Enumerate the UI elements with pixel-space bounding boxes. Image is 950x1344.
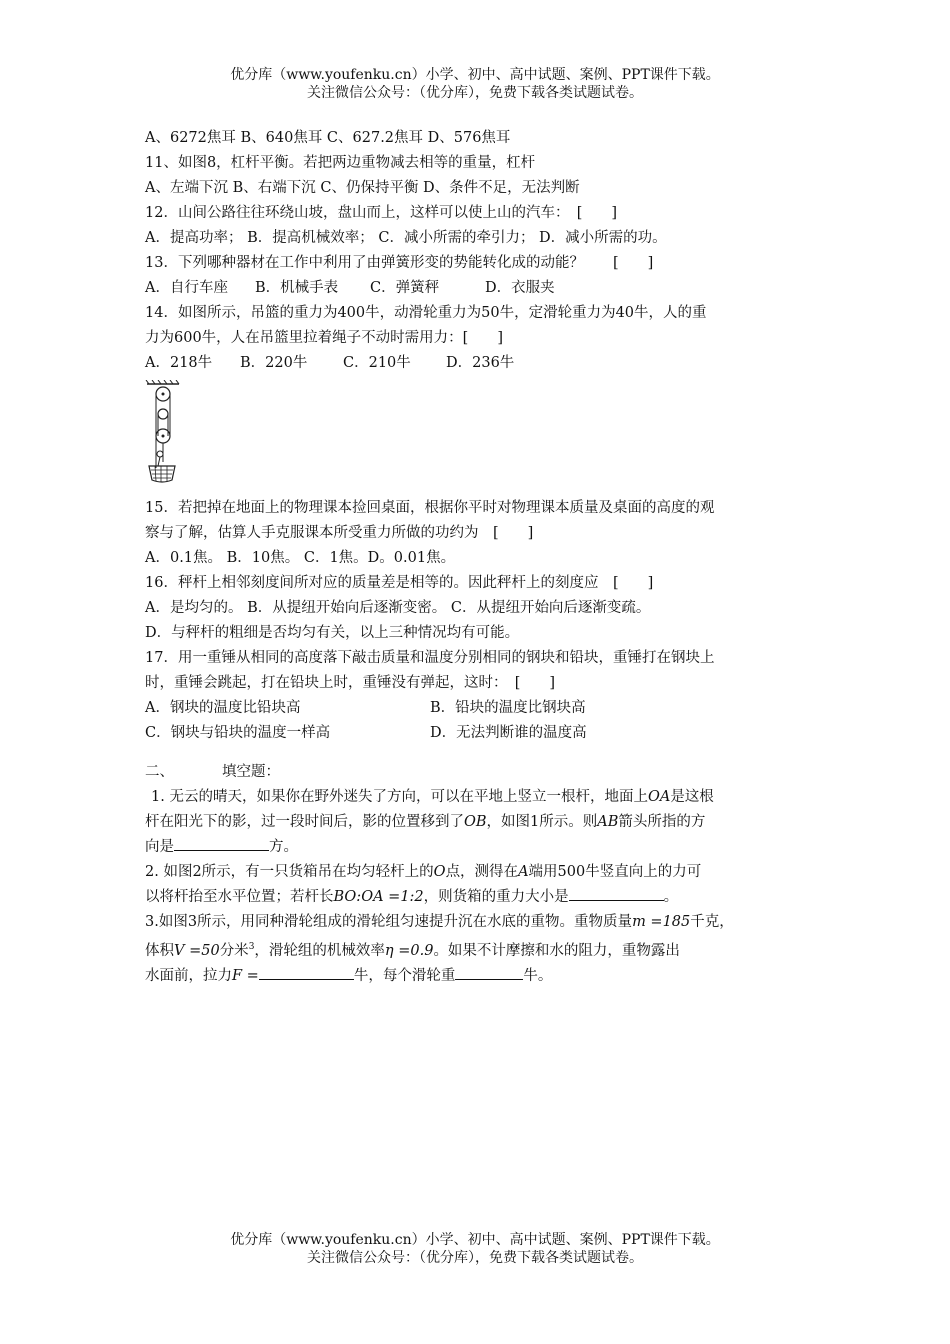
- footer-line-1: 优分库（www.youfenku.cn）小学、初中、高中试题、案例、PPT课件下载。: [230, 1232, 720, 1248]
- q11-stem: 11、如图8，杠杆平衡。若把两边重物减去相等的重量，杠杆: [145, 155, 536, 171]
- q15-stem-line-2: 察与了解，估算人手克服课本所受重力所做的功约为 [ ]: [145, 525, 534, 541]
- q15-stem-line-1: 15．若把掉在地面上的物理课本捡回桌面，根据你平时对物理课本质量及桌面的高度的观: [145, 500, 715, 516]
- q17-option-a: A．钢块的温度比铅块高: [145, 700, 301, 716]
- section-2-number: 二、: [145, 764, 174, 780]
- q14-stem-line-1: 14．如图所示，吊篮的重力为400牛，动滑轮重力为50牛，定滑轮重力为40牛，人的重: [145, 305, 707, 321]
- fill-q2-line-2: [145, 885, 815, 910]
- q17-stem-line-1: 17．用一重锤从相同的高度落下敲击质量和温度分别相同的钢块和铅块，重锤打在钢块上: [145, 650, 715, 666]
- q15-options: A．0.1焦。 B．10焦。 C．1焦。D。0.01焦。: [145, 550, 456, 566]
- symbol-o: O: [433, 864, 446, 880]
- fill-q2-blank[interactable]: [569, 886, 664, 901]
- fill-q2-line-1: [145, 860, 815, 885]
- symbol-ob: OB: [464, 814, 487, 830]
- symbol-a: A: [518, 864, 529, 880]
- q14-option-a: A．218牛: [145, 355, 213, 371]
- fill-q2-text: 端用500牛竖直向上的力可: [528, 864, 702, 880]
- q14-option-d: D．236牛: [446, 355, 515, 371]
- force-formula: F =: [232, 967, 259, 984]
- page-footer: [0, 1231, 950, 1267]
- fill-q1-text: 箭头所指的方: [618, 814, 706, 830]
- fill-q3-text: 水面前，拉力: [145, 967, 232, 984]
- q14-options: [145, 351, 815, 376]
- pulley-basket-diagram: [145, 380, 205, 492]
- q16-stem: 16．秤杆上相邻刻度间所对应的质量差是相等的。因此秤杆上的刻度应 [ ]: [145, 575, 654, 591]
- fill-q2-text: 以将杆抬至水平位置；若杆长: [145, 889, 334, 905]
- q13-option-c: C．弹簧秤: [370, 280, 440, 296]
- fill-q3-text: 牛。: [523, 967, 553, 984]
- fill-q2-text: 2. 如图2所示，有一只货箱吊在均匀轻杆上的: [145, 864, 434, 880]
- efficiency-formula: η =0.9: [384, 942, 434, 959]
- q14-option-c: C．210牛: [343, 355, 411, 371]
- q13-option-a: A．自行车座: [145, 280, 228, 296]
- fill-q1-line-1: [145, 785, 815, 810]
- fill-q1-blank[interactable]: [174, 836, 269, 851]
- fill-q3-line-1: [145, 910, 815, 935]
- q11-options: A、左端下沉 B、右端下沉 C、仍保持平衡 D、条件不足，无法判断: [145, 180, 580, 196]
- section-2-title-text: 填空题：: [222, 764, 280, 780]
- volume-unit: 分米: [219, 942, 249, 959]
- fill-q1-text: 向是: [145, 839, 174, 855]
- fill-q3-line-3: [145, 964, 815, 989]
- q13-option-d: D．衣服夹: [485, 280, 555, 296]
- q12-stem: 12．山间公路往往环绕山坡，盘山而上，这样可以使上山的汽车： [ ]: [145, 205, 618, 221]
- fill-q3-blank-pulley-weight[interactable]: [455, 965, 523, 980]
- footer-line-2: 关注微信公众号：（优分库），免费下载各类试题试卷。: [307, 1250, 643, 1266]
- fill-q2-text: 点，测得在: [445, 864, 519, 880]
- q17-option-b: B．铅块的温度比钢块高: [430, 700, 586, 716]
- q17-option-d: D．无法判断谁的温度高: [430, 725, 587, 741]
- volume-formula: V =50: [174, 942, 220, 959]
- symbol-oa: OA: [647, 789, 671, 805]
- fill-q3-text: 。如果不计摩擦和水的阻力，重物露出: [433, 942, 680, 959]
- volume-unit-exponent: 3: [248, 942, 255, 952]
- pulley-basket-figure: [145, 380, 815, 492]
- q13-stem: 13．下列哪种器材在工作中利用了由弹簧形变的势能转化成的动能？ [ ]: [145, 255, 654, 271]
- q12-options: A．提高功率； B．提高机械效率； C．减小所需的牵引力； D．减小所需的功。: [145, 230, 667, 246]
- q17-stem-line-2: 时，重锤会跳起，打在铅块上时，重锤没有弹起，这时： [ ]: [145, 675, 556, 691]
- q10-options: A、6272焦耳 B、640焦耳 C、627.2焦耳 D、576焦耳: [145, 130, 511, 146]
- q17-options-row-2: [145, 721, 815, 746]
- fill-q1-line-2: [145, 810, 815, 835]
- q16-options-line-1: A．是均匀的。 B．从提纽开始向后逐渐变密。 C．从提纽开始向后逐渐变疏。: [145, 600, 651, 616]
- symbol-ab: AB: [597, 814, 619, 830]
- page-header: [0, 66, 950, 102]
- document-body: [145, 126, 815, 989]
- fill-q3-text: 体积: [145, 942, 174, 959]
- q14-option-b: B．220牛: [240, 355, 308, 371]
- fill-q3-text: ，滑轮组的机械效率: [254, 942, 385, 959]
- fill-q1-text: ，如图1所示。则: [486, 814, 598, 830]
- fill-q2-text: 。: [663, 889, 679, 905]
- ratio-formula: BO:OA =1:2: [333, 889, 424, 905]
- fill-q3-line-2: [145, 935, 815, 964]
- fill-q3-text: 千克，: [690, 914, 734, 930]
- fill-q2-text: ，则货箱的重力大小是: [423, 889, 569, 905]
- fill-q3-text: 牛，每个滑轮重: [353, 967, 456, 984]
- q17-option-c: C．钢块与铅块的温度一样高: [145, 725, 331, 741]
- fill-q1-line-3: [145, 835, 815, 860]
- q13-options: [145, 276, 815, 301]
- header-line-2: 关注微信公众号：（优分库），免费下载各类试题试卷。: [307, 85, 643, 101]
- q16-options-line-2: D．与秤杆的粗细是否均匀有关，以上三种情况均有可能。: [145, 625, 520, 641]
- fill-q3-text: 3.如图3所示，用同种滑轮组成的滑轮组匀速提升沉在水底的重物。重物质量: [145, 914, 633, 930]
- fill-q1-text: 杆在阳光下的影，过一段时间后，影的位置移到了: [145, 814, 464, 830]
- fill-q1-text: 是这根: [670, 789, 714, 805]
- fill-q3-blank-force[interactable]: [259, 965, 354, 980]
- q14-stem-line-2: 力为600牛，人在吊篮里拉着绳子不动时需用力：[ ]: [145, 330, 503, 346]
- section-2-title: [145, 760, 815, 785]
- fill-q1-text: 方。: [269, 839, 298, 855]
- q13-option-b: B．机械手表: [255, 280, 339, 296]
- header-line-1: 优分库（www.youfenku.cn）小学、初中、高中试题、案例、PPT课件下载。: [230, 67, 720, 83]
- mass-formula: m =185: [632, 914, 691, 930]
- q17-options-row-1: [145, 696, 815, 721]
- fill-q1-text: 1. 无云的晴天，如果你在野外迷失了方向，可以在平地上竖立一根杆，地面上: [151, 789, 648, 805]
